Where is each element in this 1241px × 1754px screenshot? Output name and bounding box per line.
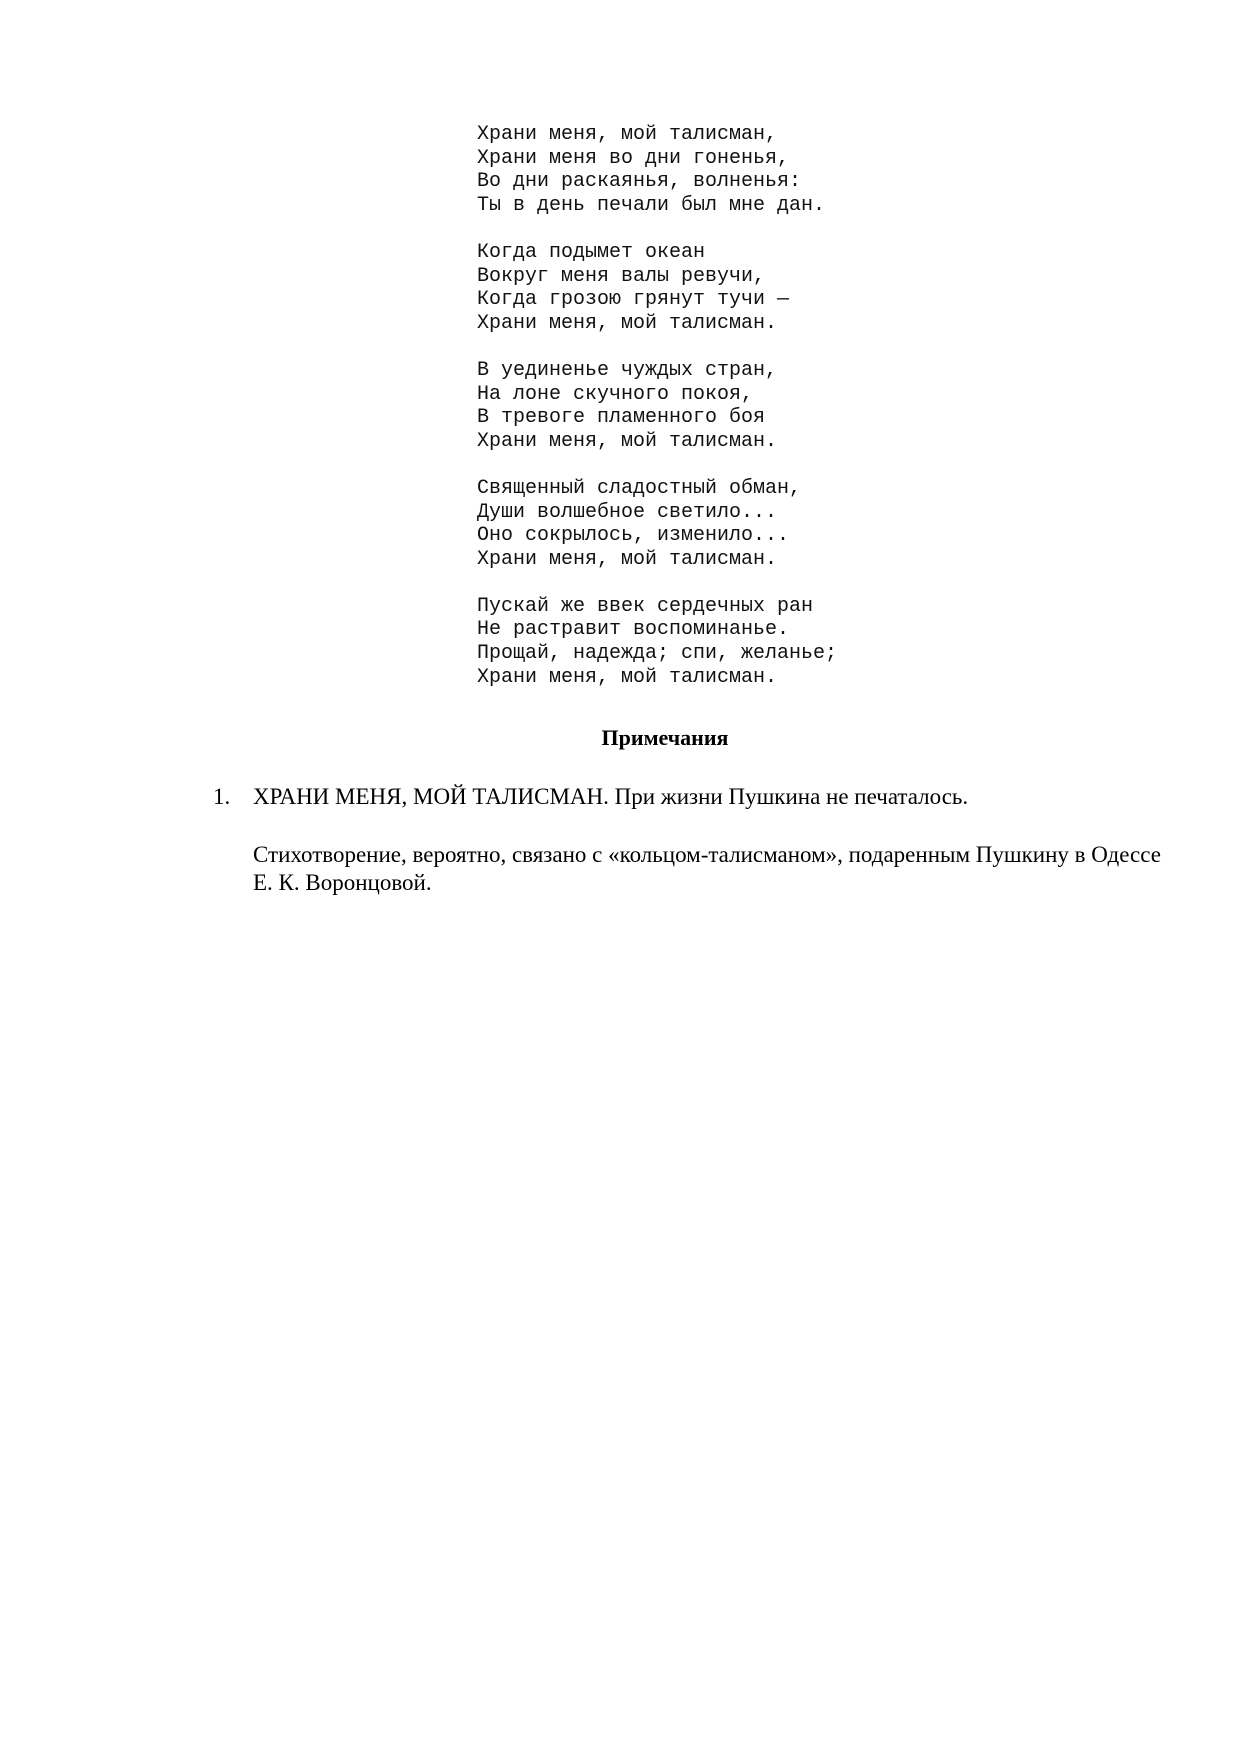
poem-line: Храни меня, мой талисман. (477, 311, 778, 335)
note-number: 1. (213, 784, 231, 809)
poem-line: Когда подымет океан (477, 240, 706, 264)
poem-line: Храни меня, мой талисман, (477, 123, 778, 146)
poem-line: Во дни раскаянья, волненья: (477, 170, 802, 194)
note-item-1 (213, 783, 1163, 898)
stanza-2 (477, 241, 837, 335)
stanza-1 (477, 123, 837, 217)
poem-line: Пускай же ввек сердечных ран (477, 594, 814, 618)
stanza-5 (477, 595, 837, 689)
poem-line: Храни меня, мой талисман. (477, 547, 778, 571)
poem-line: Прощай, надежда; спи, желанье; (477, 642, 838, 666)
stanza-4 (477, 477, 837, 571)
poem-line: Не растравит воспоминанье. (477, 618, 790, 642)
poem-line: На лоне скучного покоя, (477, 382, 754, 406)
poem-line: Души волшебное светило... (477, 500, 778, 524)
poem-line: В тревоге пламенного боя (477, 406, 766, 430)
poem-line: Когда грозою грянут тучи — (477, 288, 790, 312)
poem-line: Храни меня, мой талисман. (477, 665, 778, 689)
poem-line: Ты в день печали был мне дан. (477, 193, 826, 217)
poem-line: Вокруг меня валы ревучи, (477, 264, 766, 288)
notes-list (213, 783, 1163, 898)
poem-line: Храни меня, мой талисман. (477, 429, 778, 453)
poem-line: Оно сокрылось, изменило... (477, 524, 790, 548)
poem-line: В уединенье чуждых стран, (477, 358, 778, 382)
note-paragraph: ХРАНИ МЕНЯ, МОЙ ТАЛИСМАН. При жизни Пушкина не печаталось. (253, 784, 969, 809)
note-paragraph: Стихотворение, вероятно, связано с «кольцом-талисманом», подаренным Пушкину в Одессе Е. К. Воронцовой. (253, 841, 1161, 895)
notes-heading: Примечания (601, 725, 729, 750)
stanza-3 (477, 359, 837, 453)
poem (477, 123, 837, 689)
poem-line: Священный сладостный обман, (477, 476, 802, 500)
poem-line: Храни меня во дни гоненья, (477, 146, 790, 170)
